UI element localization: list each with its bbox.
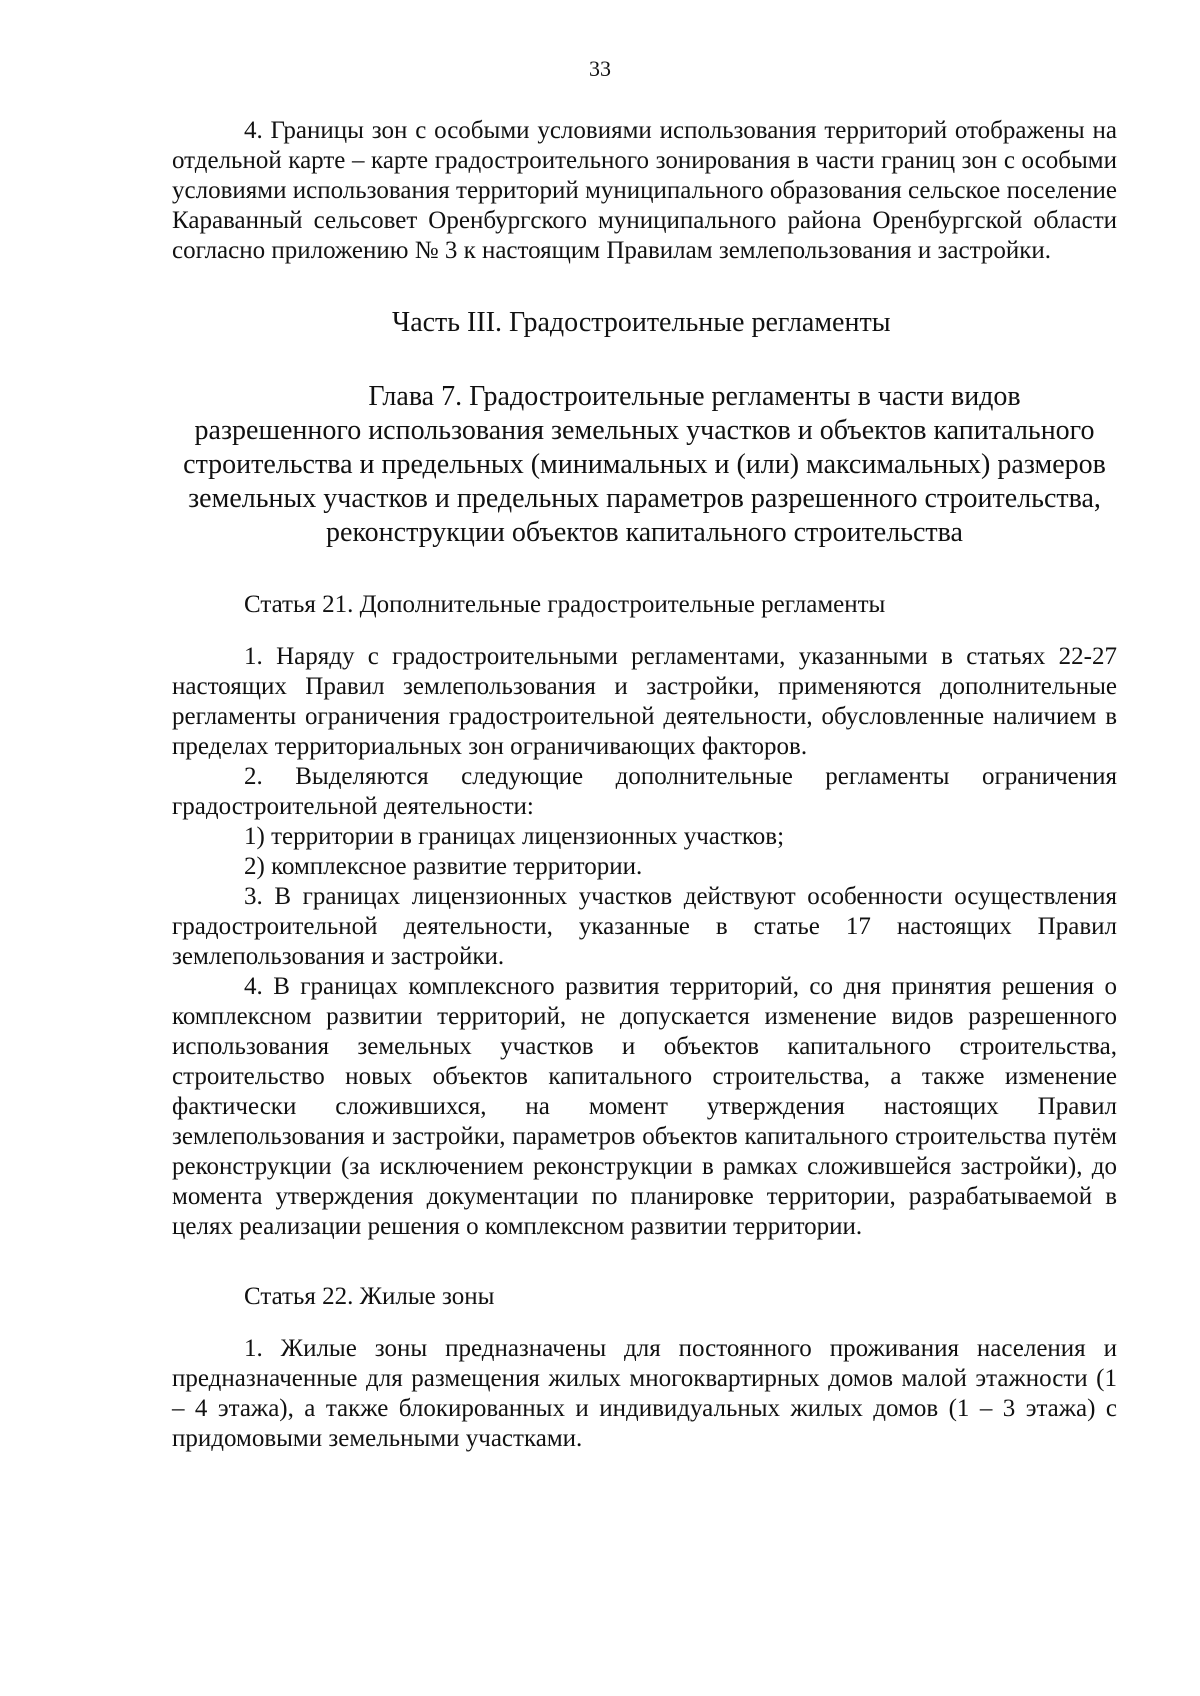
article-21-paragraph-3: 3. В границах лицензионных участков действуют особенности осуществления градостроительной деятельности, указанные в статье 17 настоящих Правил землепользования и застройки. bbox=[172, 883, 1117, 970]
intro-paragraph: 4. Границы зон с особыми условиями использования территорий отображены на отдельной карте – карте градостроительного зонирования в части границ зон с особыми условиями использования территорий муниципального образования сельское поселение Караванный сельсовет Оренбургского муниципального района Оренбургской области согласно приложению № 3 к настоящим Правилам землепользования и застройки. bbox=[172, 117, 1117, 264]
article-21-list-item-1: 1) территории в границах лицензионных участков; bbox=[244, 823, 785, 850]
article-22-paragraph-1: 1. Жилые зоны предназначены для постоянного проживания населения и предназначенные для размещения жилых многоквартирных домов малой этажности (1 – 4 этажа), а также блокированных и индивидуальных жилых домов (1 – 3 этажа) с придомовыми земельными участками. bbox=[172, 1335, 1117, 1452]
article-21-paragraph-1: 1. Наряду с градостроительными регламентами, указанными в статьях 22-27 настоящих Правил землепользования и застройки, применяются дополнительные регламенты ограничения градостроительной деятельности, обусловленные наличием в пределах территориальных зон ограничивающих факторов. bbox=[172, 643, 1117, 760]
article-21-title: Статья 21. Дополнительные градостроительные регламенты bbox=[244, 591, 886, 618]
chapter-title bbox=[172, 380, 1117, 550]
article-21-list-item-2: 2) комплексное развитие территории. bbox=[244, 853, 643, 880]
part-title: Часть III. Градостроительные регламенты bbox=[392, 307, 891, 338]
article-21-paragraph-2: 2. Выделяются следующие дополнительные регламенты ограничения градостроительной деятельности: bbox=[172, 763, 1117, 820]
page-number: 33 bbox=[589, 56, 611, 81]
article-21-paragraph-4: 4. В границах комплексного развития территорий, со дня принятия решения о комплексном развитии территорий, не допускается изменение видов разрешенного использования земельных участков и объектов капитального строительства, строительство новых объектов капитального строительства, а также изменение фактически сложившихся, на момент утверждения настоящих Правил землепользования и застройки, параметров объектов капитального строительства путём реконструкции (за исключением реконструкции в рамках сложившейся застройки), до момента утверждения документации по планировке территории, разрабатываемой в целях реализации решения о комплексном развитии территории. bbox=[172, 973, 1117, 1240]
article-22-title: Статья 22. Жилые зоны bbox=[244, 1283, 495, 1310]
chapter-title-rest: разрешенного использования земельных участков и объектов капитального строительства и предельных (минимальных и (или) максимальных) размеров земельных участков и предельных параметров разрешенного строительства, реконструкции объектов капитального строительства bbox=[183, 415, 1106, 548]
chapter-title-line-1: Глава 7. Градостроительные регламенты в части видов bbox=[368, 381, 1021, 412]
page-content bbox=[172, 116, 1117, 1454]
